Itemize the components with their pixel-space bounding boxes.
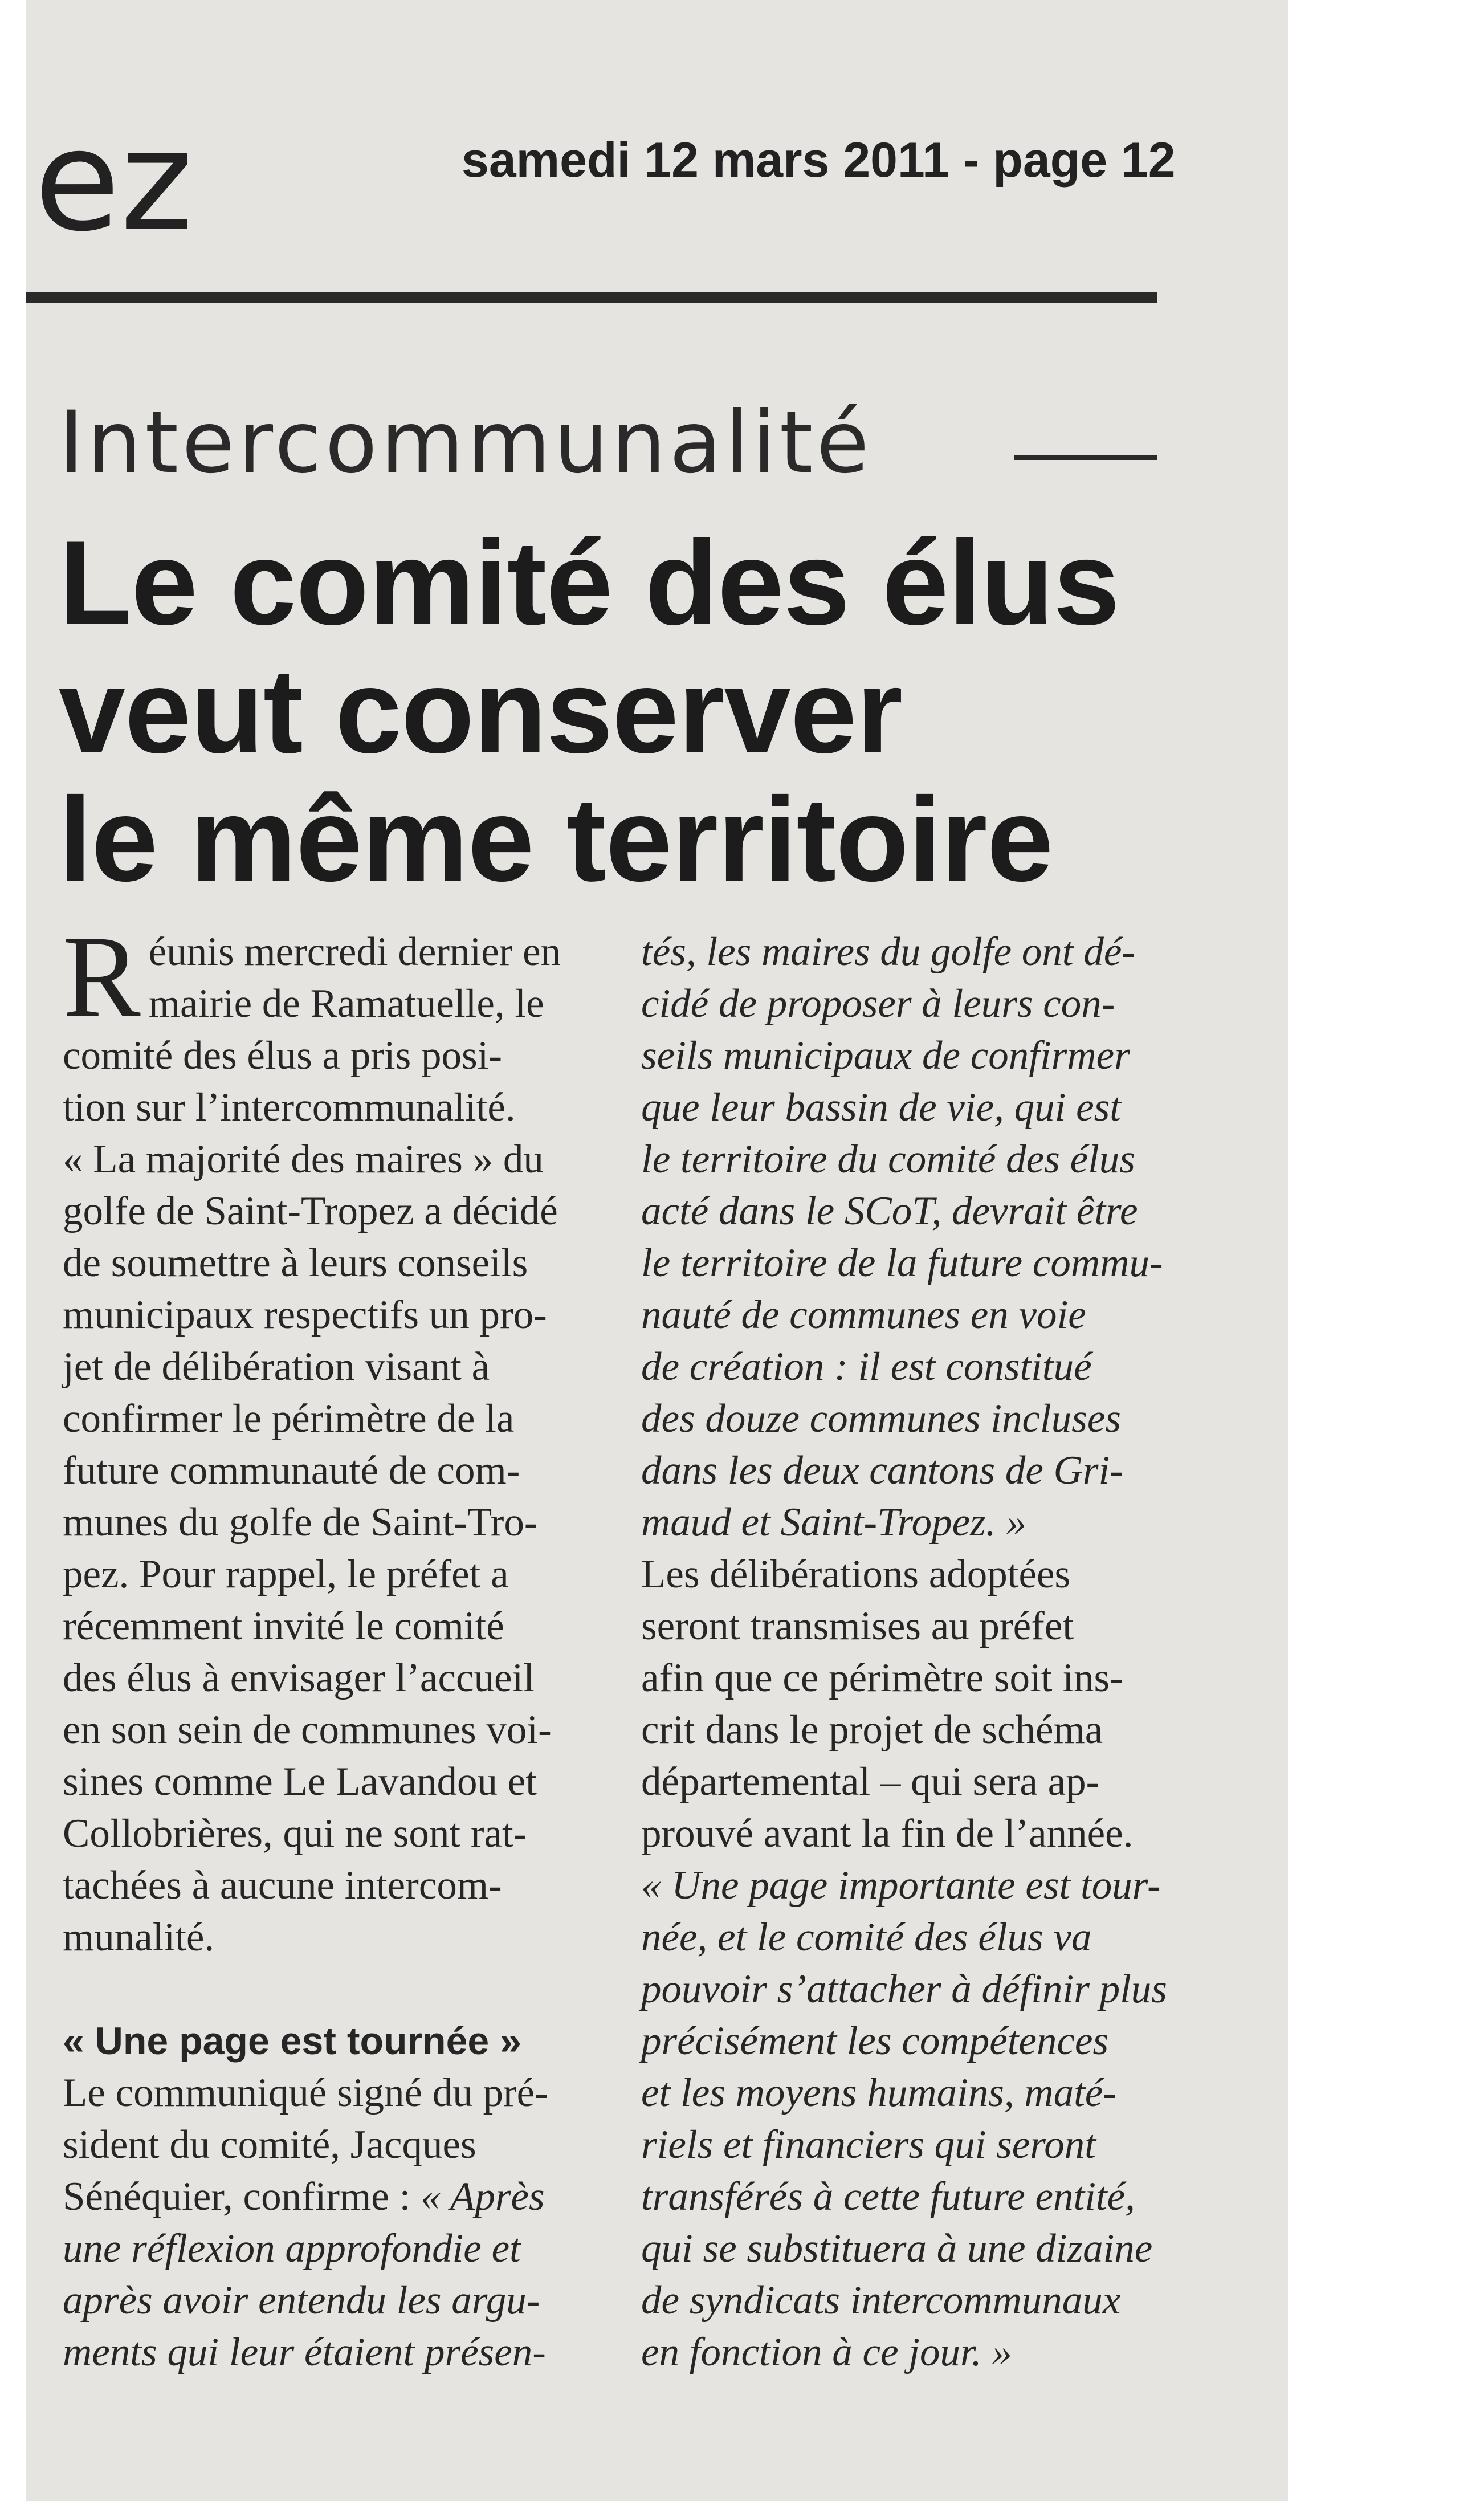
drop-cap: R [63, 912, 141, 1041]
header-rule [26, 292, 1157, 303]
quote-line: et les moyens humains, maté- [641, 2071, 1117, 2115]
quote-line: en fonction à ce jour. » [641, 2330, 1012, 2374]
text-fragment: Sénéquier, confirme : [63, 2174, 421, 2219]
masthead-fragment: ez [34, 100, 194, 262]
text-line: sines comme Le Lavandou et [63, 1759, 537, 1804]
text-line: « La majorité des maires » du [63, 1137, 544, 1182]
quote-line: qui se substituera à une dizaine [641, 2226, 1153, 2271]
quote-line: maud et Saint-Tropez. » [641, 1500, 1026, 1545]
quote-line: que leur bassin de vie, qui est [641, 1085, 1121, 1130]
text-line: sident du comité, Jacques [63, 2123, 476, 2167]
section-kicker: Intercommunalité [59, 393, 873, 492]
quote-line: une réflexion approfondie et [63, 2226, 521, 2271]
text-line: mairie de Ramatuelle, le [148, 981, 544, 1026]
text-line: Les délibérations adoptées [641, 1552, 1071, 1596]
text-line: récemment invité le comité [63, 1604, 504, 1648]
quote-line: riels et financiers qui seront [641, 2123, 1096, 2167]
quote-line: acté dans le SCoT, devrait être [641, 1189, 1138, 1233]
quote-line: précisément les compétences [641, 2019, 1109, 2063]
text-line: future communauté de com- [63, 1448, 520, 1493]
quote-line: ments qui leur étaient présen- [63, 2330, 546, 2374]
quote-line: transférés à cette future entité, [641, 2174, 1135, 2219]
text-line: munes du golfe de Saint-Tro- [63, 1500, 538, 1545]
text-line: Le communiqué signé du pré- [63, 2071, 548, 2115]
newspaper-clipping [26, 0, 1288, 2501]
quote-line: le territoire de la future commu- [641, 1241, 1163, 1285]
quote-line: seils municipaux de confirmer [641, 1033, 1130, 1078]
text-line: golfe de Saint-Tropez a décidé [63, 1189, 558, 1233]
quote-line: nauté de communes en voie [641, 1293, 1086, 1337]
text-line: des élus à envisager l’accueil [63, 1656, 535, 1700]
dateline: samedi 12 mars 2011 - page 12 [462, 133, 1176, 188]
headline-line: Le comité des élus [59, 516, 1120, 650]
text-line: en son sein de communes voi- [63, 1708, 552, 1752]
headline-line: le même territoire [59, 772, 1053, 906]
italic-fragment: « Après [421, 2174, 545, 2219]
text-line: Collobrières, qui ne sont rat- [63, 1811, 527, 1856]
quote-line: de syndicats intercommunaux [641, 2278, 1121, 2323]
quote-line: née, et le comité des élus va [641, 1915, 1092, 1960]
quote-line: « Une page importante est tour- [641, 1863, 1161, 1908]
text-line: crit dans le projet de schéma [641, 1708, 1103, 1752]
subheading: « Une page est tournée » [63, 2019, 521, 2063]
quote-line: pouvoir s’attacher à définir plus [641, 1967, 1167, 2011]
text-line: prouvé avant la fin de l’année. [641, 1811, 1134, 1856]
text-line: comité des élus a pris posi- [63, 1033, 502, 1078]
article-column-1 [63, 912, 561, 2378]
text-line: confirmer le périmètre de la [63, 1396, 515, 1441]
text-line: éunis mercredi dernier en [148, 930, 561, 974]
quote-line: après avoir entendu les argu- [63, 2278, 540, 2323]
quote-line: des douze communes incluses [641, 1396, 1121, 1441]
text-line: seront transmises au préfet [641, 1604, 1074, 1648]
headline [59, 516, 1255, 906]
text-line: tachées à aucune intercom- [63, 1863, 502, 1908]
headline-line: veut conserver [59, 644, 903, 778]
text-line [63, 2171, 558, 2223]
text-line: pez. Pour rappel, le préfet a [63, 1552, 509, 1596]
text-line: municipaux respectifs un pro- [63, 1293, 547, 1337]
quote-line: dans les deux cantons de Gri- [641, 1448, 1123, 1493]
text-line: jet de délibération visant à [63, 1345, 490, 1389]
text-line: départemental – qui sera ap- [641, 1759, 1100, 1804]
text-line: tion sur l’intercommunalité. [63, 1085, 516, 1130]
quote-line: de création : il est constitué [641, 1345, 1092, 1389]
quote-line: le territoire du comité des élus [641, 1137, 1135, 1182]
quote-line: tés, les maires du golfe ont dé- [641, 930, 1135, 974]
text-line: de soumettre à leurs conseils [63, 1241, 528, 1285]
quote-line: cidé de proposer à leurs con- [641, 981, 1115, 1026]
text-line: afin que ce périmètre soit ins- [641, 1656, 1123, 1700]
kicker-rule [1014, 455, 1157, 460]
article-column-2 [641, 926, 1167, 2378]
text-line: munalité. [63, 1915, 215, 1960]
